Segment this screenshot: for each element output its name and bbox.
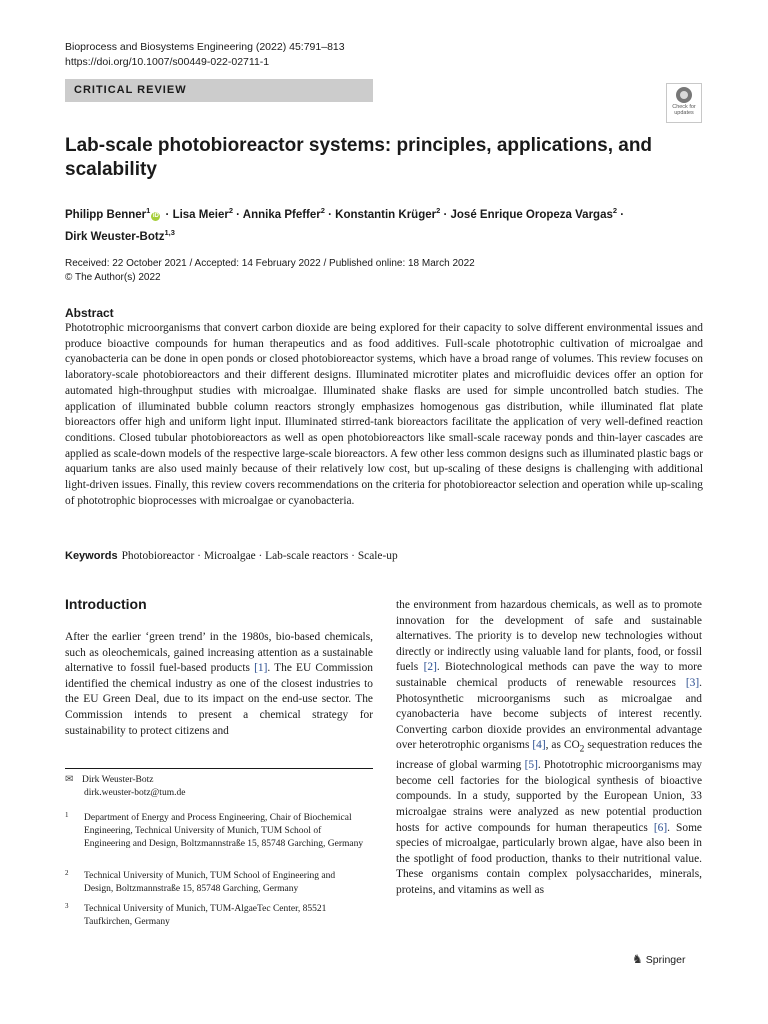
- keywords: [65, 549, 398, 564]
- envelope-icon: ✉: [65, 774, 74, 785]
- affiliation-text: Department of Energy and Process Engineering, Chair of Biochemical Engineering, Technical University of Munich, TUM School of Engineering and Design, Boltzmannstraße 15, 85748 Garching, Germany: [84, 813, 364, 849]
- corresponding-author: Dirk Weuster-Botz: [82, 775, 154, 785]
- introduction-left-column: [65, 630, 373, 739]
- corresponding-email[interactable]: dirk.weuster-botz@tum.de: [84, 788, 186, 798]
- orcid-icon[interactable]: iD: [152, 212, 159, 219]
- citation-link[interactable]: [2]: [423, 661, 437, 674]
- author-name[interactable]: Dirk Weuster-Botz: [65, 230, 165, 243]
- author-separator: ·: [440, 208, 451, 221]
- author-name[interactable]: Lisa Meier: [172, 208, 229, 221]
- copyright-line: © The Author(s) 2022: [65, 272, 161, 283]
- author-name[interactable]: Philipp Benner: [65, 208, 147, 221]
- body-text: . Biotechnological methods can pave the way to more sustainable chemical products of renewable resources: [396, 661, 702, 689]
- citation-link[interactable]: [1]: [254, 662, 268, 675]
- introduction-right-column: [396, 598, 702, 899]
- citation-link[interactable]: [5]: [524, 759, 538, 772]
- body-text: . Phototrophic microorganisms may become cell factories for the biological synthesis of bioactive compounds. In a study, supported by the European Union, 33 microalgae strains were analyzed as new potential production hosts for active compounds for human therapeutics: [396, 759, 702, 834]
- author-name[interactable]: Annika Pfeffer: [242, 208, 321, 221]
- citation-link[interactable]: [4]: [532, 739, 546, 752]
- body-text: , as CO: [545, 739, 580, 752]
- affiliation-number: 1: [65, 811, 69, 819]
- author-affiliation: 1: [146, 206, 151, 215]
- keywords-list: Photobioreactor · Microalgae · Lab-scale reactors · Scale-up: [121, 550, 398, 562]
- body-text: After the earlier ‘green trend’ in the 1980s, bio-based chemicals, such as oleochemicals, gained increasing attention as a sustainable alternative to fossil fuel-based products: [65, 631, 373, 675]
- springer-horse-icon: ♞: [632, 952, 643, 966]
- author-affiliation: 2: [436, 206, 441, 215]
- affiliation-text: Technical University of Munich, TUM-AlgaeTec Center, 85521 Taufkirchen, Germany: [84, 904, 327, 927]
- correspondence: [65, 773, 185, 800]
- introduction-heading: Introduction: [65, 596, 147, 612]
- publisher-name: Springer: [645, 954, 686, 966]
- affiliation-number: 3: [65, 902, 69, 910]
- author-list: [65, 202, 705, 246]
- publication-history: Received: 22 October 2021 / Accepted: 14 February 2022 / Published online: 18 March 2022: [65, 258, 475, 269]
- body-text: . Some species of microalgae, particularly brown algae, have also been in the spotlight of food production, thanks to their nutritional value. These organisms contain complex polysaccharides, minerals, proteins, and vitamins as well as: [396, 821, 702, 896]
- abstract-text: Phototrophic microorganisms that convert carbon dioxide are being explored for their capacity to solve different environmental issues and produce bioactive compounds for human therapeutics and as food additives. Full-scale phototrophic cultivation of microalgae and cyanobacteria can be done in open ponds or closed photobioreactor systems, which have a broad range of volumes. This review focuses on laboratory-scale photobioreactors and their different designs. Illuminated microtiter plates and microfluidic devices offer an option for automated high-throughput studies with microalgae. Illuminated shake flasks are used for simple uncontrolled batch studies. The application of illuminated bubble column reactors strongly emphasizes homogenous gas distribution, while illuminated flat plate bioreactors offer high and uniform light input. Illuminated stirred-tank bioreactors facilitate the application of very well-defined reaction conditions. Closed tubular photobioreactors as well as open photobioreactors like small-scale raceway ponds and thin-layer cascades are applied as scale-down models of the respective large-scale bioreactors. A few other less common designs such as illuminated plastic bags or aquarium tanks are also used mainly because of their relatively low cost, but up-scaling of these designs is challenging with additional light-driven issues. Finally, this review covers recommendations on the criteria for photobioreactor selection and operation while up-scaling of phototrophic bioprocesses with microalgae or cyanobacteria.: [65, 322, 703, 507]
- abstract-heading: Abstract: [65, 306, 114, 320]
- author-affiliation: 2: [228, 206, 233, 215]
- author-separator: ·: [162, 208, 173, 221]
- affiliation-text: Technical University of Munich, TUM School of Engineering and Design, Boltzmannstraße 15, 85748 Garching, Germany: [84, 871, 336, 894]
- author-separator: ·: [324, 208, 336, 221]
- author-name[interactable]: Konstantin Krüger: [335, 208, 437, 221]
- article-title: Lab-scale photobioreactor systems: principles, applications, and scalability: [65, 135, 653, 180]
- affiliation: [65, 903, 365, 929]
- journal-citation: Bioprocess and Biosystems Engineering (2022) 45:791–813: [65, 41, 345, 53]
- crossmark-icon: [676, 87, 692, 103]
- subscript: 2: [579, 744, 585, 755]
- article-type-banner: CRITICAL REVIEW: [65, 79, 373, 102]
- footnote-divider: [65, 768, 373, 769]
- doi-link[interactable]: https://doi.org/10.1007/s00449-022-02711-1: [65, 56, 270, 68]
- body-text: sequestration reduces the increase of global warming: [396, 739, 702, 772]
- affiliation-number: 2: [65, 869, 69, 877]
- author-affiliation: 1,3: [164, 227, 175, 237]
- body-text: . Photosynthetic microorganisms such as microalgae and cyanobacteria have become subjects of interest recently. Converting carbon dioxide provides an environmental advantage over heterotrophic organisms: [396, 676, 702, 752]
- journal-header: [65, 40, 345, 70]
- author-separator: ·: [232, 208, 243, 221]
- author-affiliation: 2: [612, 206, 618, 215]
- publisher-logo: [632, 952, 685, 967]
- author-affiliation: 2: [320, 206, 325, 215]
- author-name[interactable]: José Enrique Oropeza Vargas: [450, 208, 613, 221]
- body-text: the environment from hazardous chemicals, as well as to promote innovation for the development of safe and sustainable alternatives. The priority is to develop new technologies without directly or indirectly using valuable land for plants, food, or fossil fuels: [396, 599, 702, 674]
- crossmark-label: Check for updates: [672, 104, 696, 116]
- keywords-label: Keywords: [65, 550, 118, 562]
- affiliation: [65, 870, 365, 896]
- citation-link[interactable]: [6]: [653, 821, 668, 834]
- article-dates: [65, 257, 475, 285]
- author-separator: ·: [617, 208, 625, 221]
- crossmark-badge[interactable]: [666, 83, 702, 123]
- body-text: . The EU Commission identified the chemical industry as one of the closest industries to the EU Green Deal, due to its impact on the end-use sector. The Commission intends to present a chemical strategy for sustainability to protect citizens and: [65, 662, 373, 737]
- affiliation: [65, 812, 365, 851]
- citation-link[interactable]: [3]: [685, 676, 700, 689]
